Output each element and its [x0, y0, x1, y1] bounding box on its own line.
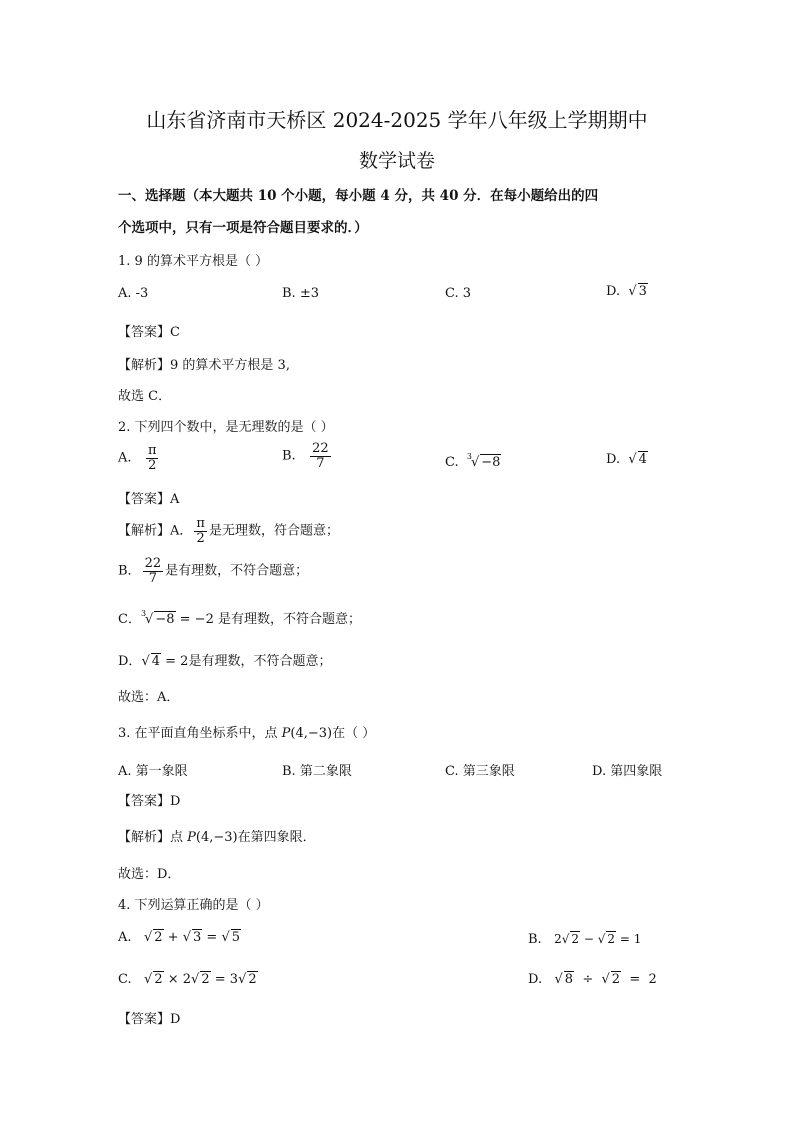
- q3-stem-point: P: [281, 726, 291, 741]
- q4-option-d-divide: ÷: [574, 972, 602, 987]
- q1-answer: [118, 321, 180, 340]
- q3-analysis-suffix: 在第四象限．: [237, 830, 316, 845]
- q4-option-c-label: C.: [118, 972, 132, 987]
- q3-analysis-prefix: 点: [170, 830, 188, 845]
- q3-option-c: C. 第三象限: [445, 764, 515, 779]
- q3-stem-text: 3. 在平面直角坐标系中，点: [118, 726, 282, 741]
- q2-option-a: [118, 444, 160, 472]
- q2-analysis-c: C．$^3$√ −8 = −2 是有理数，不符合题意；: [118, 609, 361, 627]
- q3-option-d: D. 第四象限: [592, 764, 663, 779]
- q4-option-c-radicand-1: 2: [154, 972, 163, 987]
- q4-option-d-equation: = 2: [621, 972, 657, 987]
- q2-option-a-label: A.: [118, 450, 132, 466]
- q4-option-a-radicand-2: 3: [192, 930, 202, 945]
- q4-option-a-label: A.: [118, 930, 132, 945]
- q2-analysis-b-numerator: 22: [144, 556, 162, 571]
- q4-option-a-plus: +: [163, 930, 183, 945]
- q4-option-b-minus: −: [580, 932, 598, 946]
- analysis-label: 【解析】: [118, 523, 171, 539]
- q4-option-c-equals: = 3: [210, 972, 239, 987]
- q4-option-a-equals: =: [202, 930, 222, 945]
- page-title: 山东省济南市天桥区 2024-2025 学年八年级上学期期中: [146, 108, 648, 132]
- q2-analysis-c-radicand: −8: [155, 612, 175, 627]
- q3-analysis-coordinates: (4,−3): [195, 830, 238, 845]
- section-heading-line1: 一、选择题（本大题共 10 个小题，每小题 4 分，共 40 分．在每小题给出的四: [118, 188, 599, 204]
- q2-analysis-d-equation: = 2: [161, 654, 189, 669]
- q1-analysis-text: 9 的算术平方根是 3,: [170, 358, 290, 373]
- q4-option-d-radicand-2: 2: [611, 972, 621, 987]
- q4-option-b-coefficient: 2: [554, 932, 562, 946]
- q2-option-a-numerator: π: [147, 443, 157, 458]
- q1-conclusion: 故选 C．: [118, 389, 172, 404]
- q2-analysis-b: [118, 557, 308, 585]
- q4-option-d-label: D.: [528, 972, 543, 987]
- q3-analysis: [118, 826, 316, 845]
- question-3-stem: [118, 722, 375, 741]
- q2-analysis-a-numerator: π: [196, 516, 205, 531]
- page-subtitle: 数学试卷: [358, 150, 435, 172]
- q2-analysis-c-text: 是有理数，不符合题意；: [217, 612, 361, 627]
- answer-label: 【答案】: [118, 794, 171, 809]
- q1-analysis: [118, 354, 290, 373]
- q2-option-d: D. √ 4: [606, 452, 647, 467]
- q2-option-b-label: B.: [282, 448, 296, 464]
- q4-option-c-radicand-3: 2: [248, 972, 257, 987]
- q2-analysis-d-text: 是有理数，不符合题意；: [188, 654, 332, 669]
- q4-option-c: C. √ 2 × 2√ 2 = 3√ 2: [118, 972, 257, 987]
- answer-label: 【答案】: [118, 492, 171, 507]
- question-1-stem: 1. 9 的算术平方根是（ ）: [118, 254, 269, 269]
- q2-option-b: [282, 442, 333, 470]
- q2-analysis-b-denominator: 7: [148, 570, 157, 586]
- q2-option-c-radicand: −8: [481, 455, 501, 470]
- q1-option-a: A. -3: [118, 286, 149, 301]
- q2-analysis-a: [118, 517, 339, 545]
- q4-option-c-times: × 2: [163, 972, 192, 987]
- q4-option-b: B. 2√ 2 − √ 2 = 1: [528, 932, 642, 947]
- q2-analysis-a-text: 是无理数，符合题意；: [208, 523, 339, 539]
- q3-answer-value: D: [170, 794, 181, 809]
- q2-analysis-a-prefix: A．: [170, 523, 193, 539]
- q3-option-b: B. 第二象限: [282, 764, 352, 779]
- q4-option-b-label: B.: [528, 932, 542, 947]
- q4-option-d-radicand-1: 8: [564, 972, 574, 987]
- q1-option-c: C. 3: [445, 286, 472, 301]
- q3-analysis-point: P: [187, 830, 196, 845]
- q2-option-b-numerator: 22: [312, 441, 329, 456]
- question-2-stem: 2. 下列四个数中，是无理数的是（ ）: [118, 420, 334, 435]
- q2-analysis-c-prefix: C．: [118, 612, 141, 627]
- section-heading-line2: 个选项中，只有一项是符合题目要求的．）: [118, 220, 368, 236]
- q1-option-d: D. √ 3: [606, 284, 647, 299]
- q3-stem-suffix: 在（ ）: [332, 726, 376, 741]
- q1-option-d-radicand: 3: [638, 284, 647, 299]
- q2-option-c-index: 3: [466, 452, 472, 461]
- q3-answer: [118, 790, 180, 809]
- q3-option-a: A. 第一象限: [118, 764, 188, 779]
- q2-analysis-d: D．√ 4 = 2是有理数，不符合题意；: [118, 654, 332, 669]
- answer-label: 【答案】: [118, 325, 171, 340]
- q4-option-d: D. √ 8 ÷ √ 2 = 2: [528, 972, 657, 987]
- q2-conclusion: 故选：A．: [118, 690, 180, 705]
- q2-analysis-c-index: 3: [140, 609, 147, 618]
- q2-analysis-b-text: 是有理数，不符合题意；: [165, 563, 309, 579]
- q1-option-d-label: D.: [606, 284, 621, 299]
- q2-answer: [118, 488, 179, 507]
- analysis-label: 【解析】: [118, 358, 171, 373]
- q4-option-a-radicand-1: 2: [154, 930, 163, 945]
- q4-option-b-radicand-1: 2: [571, 932, 580, 946]
- q4-answer: [118, 1008, 180, 1027]
- q2-answer-value: A: [170, 492, 180, 507]
- q4-option-a-radicand-3: 5: [231, 930, 241, 945]
- q2-analysis-a-denominator: 2: [196, 530, 205, 546]
- q2-analysis-c-equation: = −2: [175, 612, 214, 627]
- analysis-label: 【解析】: [118, 830, 171, 845]
- q3-stem-coordinates: (4,−3): [290, 726, 333, 741]
- q1-answer-value: C: [170, 325, 180, 340]
- q2-option-c: C. $^3$√ −8: [445, 452, 501, 470]
- q2-analysis-d-radicand: 4: [151, 654, 161, 669]
- q2-analysis-b-prefix: B．: [118, 563, 141, 579]
- q2-option-d-label: D.: [606, 452, 621, 467]
- q4-option-b-equation: = 1: [616, 932, 642, 946]
- q2-option-b-denominator: 7: [316, 455, 325, 471]
- q4-option-c-radicand-2: 2: [201, 972, 210, 987]
- q2-option-d-radicand: 4: [638, 452, 647, 467]
- q4-option-a: A. √ 2 + √ 3 = √ 5: [118, 930, 241, 945]
- q1-option-b: B. ±3: [282, 286, 319, 301]
- question-4-stem: 4. 下列运算正确的是（ ）: [118, 898, 269, 913]
- q4-option-b-radicand-2: 2: [607, 932, 616, 946]
- q4-answer-value: D: [170, 1012, 181, 1027]
- answer-label: 【答案】: [118, 1012, 171, 1027]
- q2-option-a-denominator: 2: [148, 457, 157, 473]
- q2-option-c-label: C.: [445, 455, 459, 470]
- q3-conclusion: 故选：D．: [118, 867, 181, 882]
- q2-analysis-d-prefix: D．: [118, 654, 142, 669]
